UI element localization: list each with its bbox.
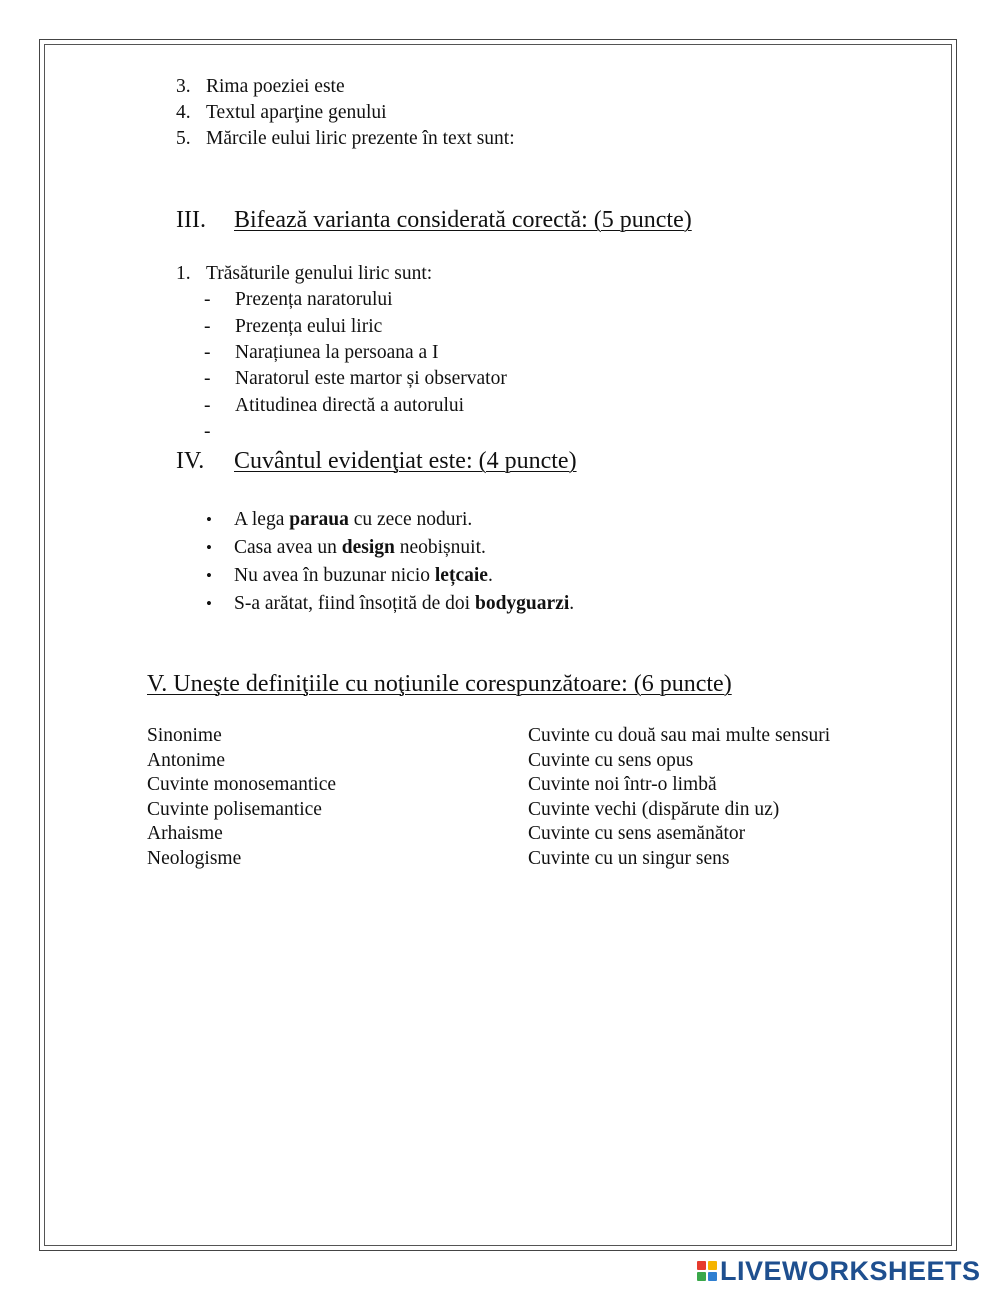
logo-blocks-icon	[697, 1261, 717, 1281]
logo-block	[708, 1272, 717, 1281]
sentence-item: • Nu avea în buzunar nicio lețcaie.	[206, 565, 493, 586]
question-1: 1. Trăsăturile genului liric sunt:	[176, 263, 433, 284]
logo-block	[708, 1261, 717, 1270]
term-item[interactable]: Cuvinte polisemantice	[147, 799, 322, 820]
option-item[interactable]: - Naratorul este martor și observator	[204, 368, 507, 389]
logo-block	[697, 1272, 706, 1281]
definition-item[interactable]: Cuvinte cu un singur sens	[528, 848, 730, 869]
option-item[interactable]: - Atitudinea directă a autorului	[204, 395, 465, 416]
sentence-item: • S-a arătat, fiind însoțită de doi bodyguarzi.	[206, 593, 575, 614]
definition-item[interactable]: Cuvinte noi într-o limbă	[528, 774, 717, 795]
logo-text: LIVEWORKSHEETS	[720, 1255, 981, 1286]
list-item: 5. Mărcile eului liric prezente în text sunt:	[176, 128, 515, 149]
option-dash-empty: -	[204, 421, 211, 442]
definition-item[interactable]: Cuvinte vechi (dispărute din uz)	[528, 799, 780, 820]
sentence-item: • A lega paraua cu zece noduri.	[206, 509, 473, 530]
list-item: 4. Textul aparţine genului	[176, 102, 387, 123]
definition-item[interactable]: Cuvinte cu două sau mai multe sensuri	[528, 725, 831, 746]
definition-item[interactable]: Cuvinte cu sens asemănător	[528, 823, 746, 844]
option-item[interactable]: - Narațiunea la persoana a I	[204, 342, 439, 363]
definition-item[interactable]: Cuvinte cu sens opus	[528, 750, 694, 771]
section-4-heading: IV. Cuvântul evidenţiat este: (4 puncte)	[176, 448, 577, 474]
section-5-heading: V. Uneşte definiţiile cu noţiunile corespunzătoare: (6 puncte)	[147, 671, 732, 697]
term-item[interactable]: Cuvinte monosemantice	[147, 774, 337, 795]
logo-block	[697, 1261, 706, 1270]
sentence-item: • Casa avea un design neobișnuit.	[206, 537, 486, 558]
term-item[interactable]: Sinonime	[147, 725, 222, 746]
option-item[interactable]: - Prezența naratorului	[204, 289, 393, 310]
term-item[interactable]: Arhaisme	[147, 823, 223, 844]
liveworksheets-logo	[697, 1256, 981, 1286]
term-item[interactable]: Antonime	[147, 750, 225, 771]
term-item[interactable]: Neologisme	[147, 848, 242, 869]
option-item[interactable]: - Prezența eului liric	[204, 316, 383, 337]
list-item: 3. Rima poeziei este	[176, 76, 345, 97]
section-3-heading: III. Bifează varianta considerată corectă: (5 puncte)	[176, 207, 692, 233]
